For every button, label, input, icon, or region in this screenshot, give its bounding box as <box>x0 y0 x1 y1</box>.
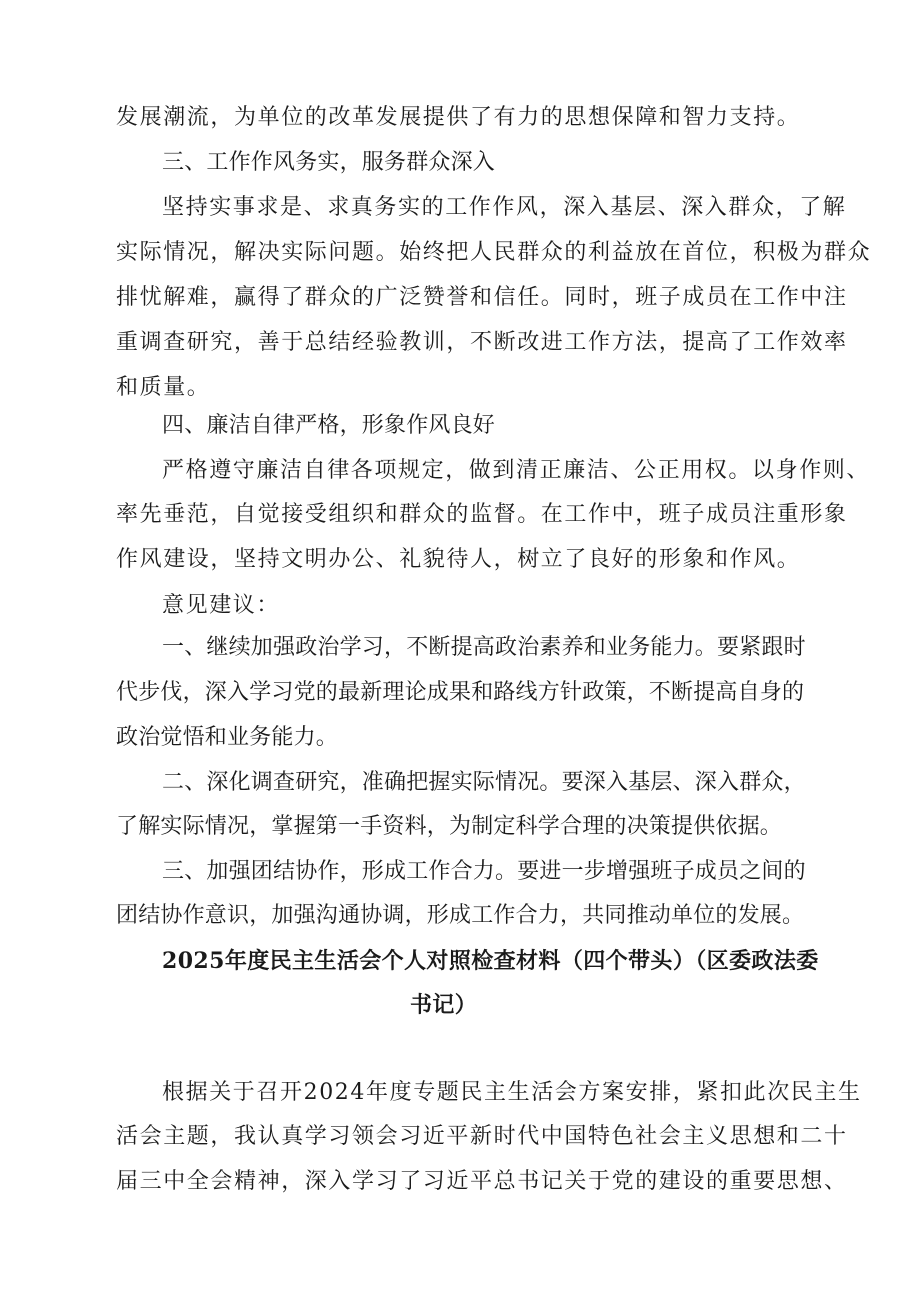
suggestions-label: 意见建议： <box>162 593 281 618</box>
document-title-continued: 书记） <box>410 992 478 1018</box>
section3-line: 实际情况，解决实际问题。始终把人民群众的利益放在首位，积极为群众 <box>116 240 872 265</box>
suggestion-line: 代步伐，深入学习党的最新理论成果和路线方针政策，不断提高自身的 <box>116 680 805 705</box>
suggestion-line: 一、继续加强政治学习，不断提高政治素养和业务能力。要紧跟时 <box>162 635 806 660</box>
suggestion-line: 二、深化调查研究，准确把握实际情况。要深入基层、深入群众， <box>162 770 806 795</box>
section-heading-3: 三、工作作风务实，服务群众深入 <box>162 150 496 175</box>
suggestion-line: 团结协作意识，加强沟通协调，形成工作合力，共同推动单位的发展。 <box>116 903 805 928</box>
section3-line: 排忧解难，赢得了群众的广泛赞誉和信任。同时，班子成员在工作中注 <box>116 285 848 310</box>
suggestion-line: 政治觉悟和业务能力。 <box>116 725 339 750</box>
doc2-body-line: 活会主题，我认真学习领会习近平新时代中国特色社会主义思想和二十 <box>116 1124 848 1149</box>
suggestion-line: 了解实际情况，掌握第一手资料，为制定科学合理的决策提供依据。 <box>116 814 783 839</box>
doc2-body-line: 届三中全会精神，深入学习了习近平总书记关于党的建设的重要思想、 <box>116 1169 848 1194</box>
section3-line: 坚持实事求是、求真务实的工作作风，深入基层、深入群众，了解 <box>162 195 847 220</box>
section4-line: 率先垂范，自觉接受组织和群众的监督。在工作中，班子成员注重形象 <box>116 502 848 527</box>
section-heading-4: 四、廉洁自律严格，形象作风良好 <box>162 413 496 438</box>
paragraph-tail: 发展潮流，为单位的改革发展提供了有力的思想保障和智力支持。 <box>116 105 801 130</box>
section4-line: 作风建设，坚持文明办公、礼貌待人，树立了良好的形象和作风。 <box>116 547 801 572</box>
document-title: 2025年度民主生活会个人对照检查材料（四个带头）（区委政法委 <box>162 948 819 974</box>
suggestion-line: 三、加强团结协作，形成工作合力。要进一步增强班子成员之间的 <box>162 859 806 884</box>
doc2-body-line: 根据关于召开2024年度专题民主生活会方案安排，紧扣此次民主生 <box>162 1080 862 1105</box>
section3-line: 重调查研究，善于总结经验教训，不断改进工作方法，提高了工作效率 <box>116 330 848 355</box>
section3-line: 和质量。 <box>116 375 211 400</box>
section4-line: 严格遵守廉洁自律各项规定，做到清正廉洁、公正用权。以身作则、 <box>162 458 871 483</box>
